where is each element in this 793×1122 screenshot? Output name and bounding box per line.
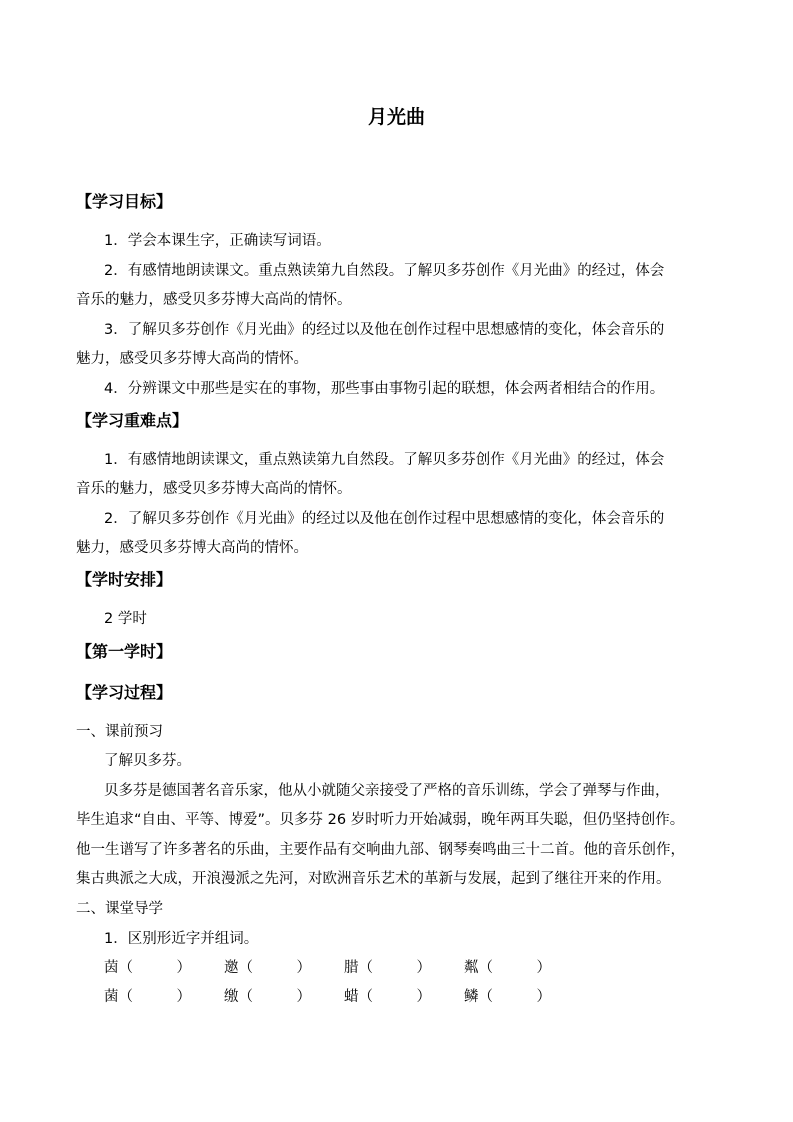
first-lesson-heading: 【第一学时】 <box>76 642 173 661</box>
bio-line-4: 集古典派之大成，开浪漫派之先河，对欧洲音乐艺术的革新与发展，起到了继往开来的作用。 <box>76 871 671 887</box>
goal-line-4: 4．分辨课文中那些是实在的事物，那些事由事物引起的联想，体会两者相结合的作用。 <box>104 381 665 397</box>
goal-line-3: 3．了解贝多芬创作《月光曲》的经过以及他在创作过程中思想感情的变化，体会音乐的 <box>104 322 665 338</box>
goal-line-1: 1．学会本课生字，正确读写词语。 <box>104 233 331 249</box>
bio-line-3: 他一生谱写了许多著名的乐曲，主要作品有交响曲九部、钢琴奏鸣曲三十二首。他的音乐创作， <box>76 842 685 858</box>
key-line-1: 1．有感情地朗读课文，重点熟读第九自然段。了解贝多芬创作《月光曲》的经过，体会 <box>104 452 665 468</box>
preview-subtitle: 了解贝多芬。 <box>104 753 191 769</box>
word-cell: 蜡（ ） <box>344 989 431 1005</box>
class-title: 二、课堂导学 <box>76 901 163 917</box>
word-cell: 缴（ ） <box>224 989 311 1005</box>
bio-line-2: 毕生追求“自由、平等、博爱”。贝多芬 26 岁时听力开始减弱，晚年两耳失聪，但仍坚持创作。 <box>76 812 685 828</box>
word-cell: 菌（ ） <box>104 989 191 1005</box>
word-cell: 邀（ ） <box>224 960 311 976</box>
preview-title: 一、课前预习 <box>76 724 163 740</box>
page-title: 月光曲 <box>367 106 425 128</box>
word-cell: 茵（ ） <box>104 960 191 976</box>
schedule-heading: 【学时安排】 <box>76 570 173 589</box>
key-line-2: 2．了解贝多芬创作《月光曲》的经过以及他在创作过程中思想感情的变化，体会音乐的 <box>104 511 665 527</box>
goals-heading: 【学习目标】 <box>76 192 173 211</box>
key-line-2-cont: 魅力，感受贝多芬博大高尚的情怀。 <box>76 540 308 556</box>
word-cell: 腊（ ） <box>344 960 431 976</box>
key-line-1-cont: 音乐的魅力，感受贝多芬博大高尚的情怀。 <box>76 481 352 497</box>
task-1: 1．区别形近字并组词。 <box>104 931 259 947</box>
word-cell: 鳞（ ） <box>464 989 551 1005</box>
process-heading: 【学习过程】 <box>76 683 173 702</box>
goal-line-3-cont: 魅力，感受贝多芬博大高尚的情怀。 <box>76 351 308 367</box>
key-heading: 【学习重难点】 <box>76 411 189 430</box>
bio-line-1: 贝多芬是德国著名音乐家，他从小就随父亲接受了严格的音乐训练，学会了弹琴与作曲， <box>104 783 670 799</box>
word-cell: 粼（ ） <box>464 960 551 976</box>
goal-line-2-cont: 音乐的魅力，感受贝多芬博大高尚的情怀。 <box>76 292 352 308</box>
schedule-text: 2 学时 <box>104 611 147 627</box>
goal-line-2: 2．有感情地朗读课文。重点熟读第九自然段。了解贝多芬创作《月光曲》的经过，体会 <box>104 263 665 279</box>
